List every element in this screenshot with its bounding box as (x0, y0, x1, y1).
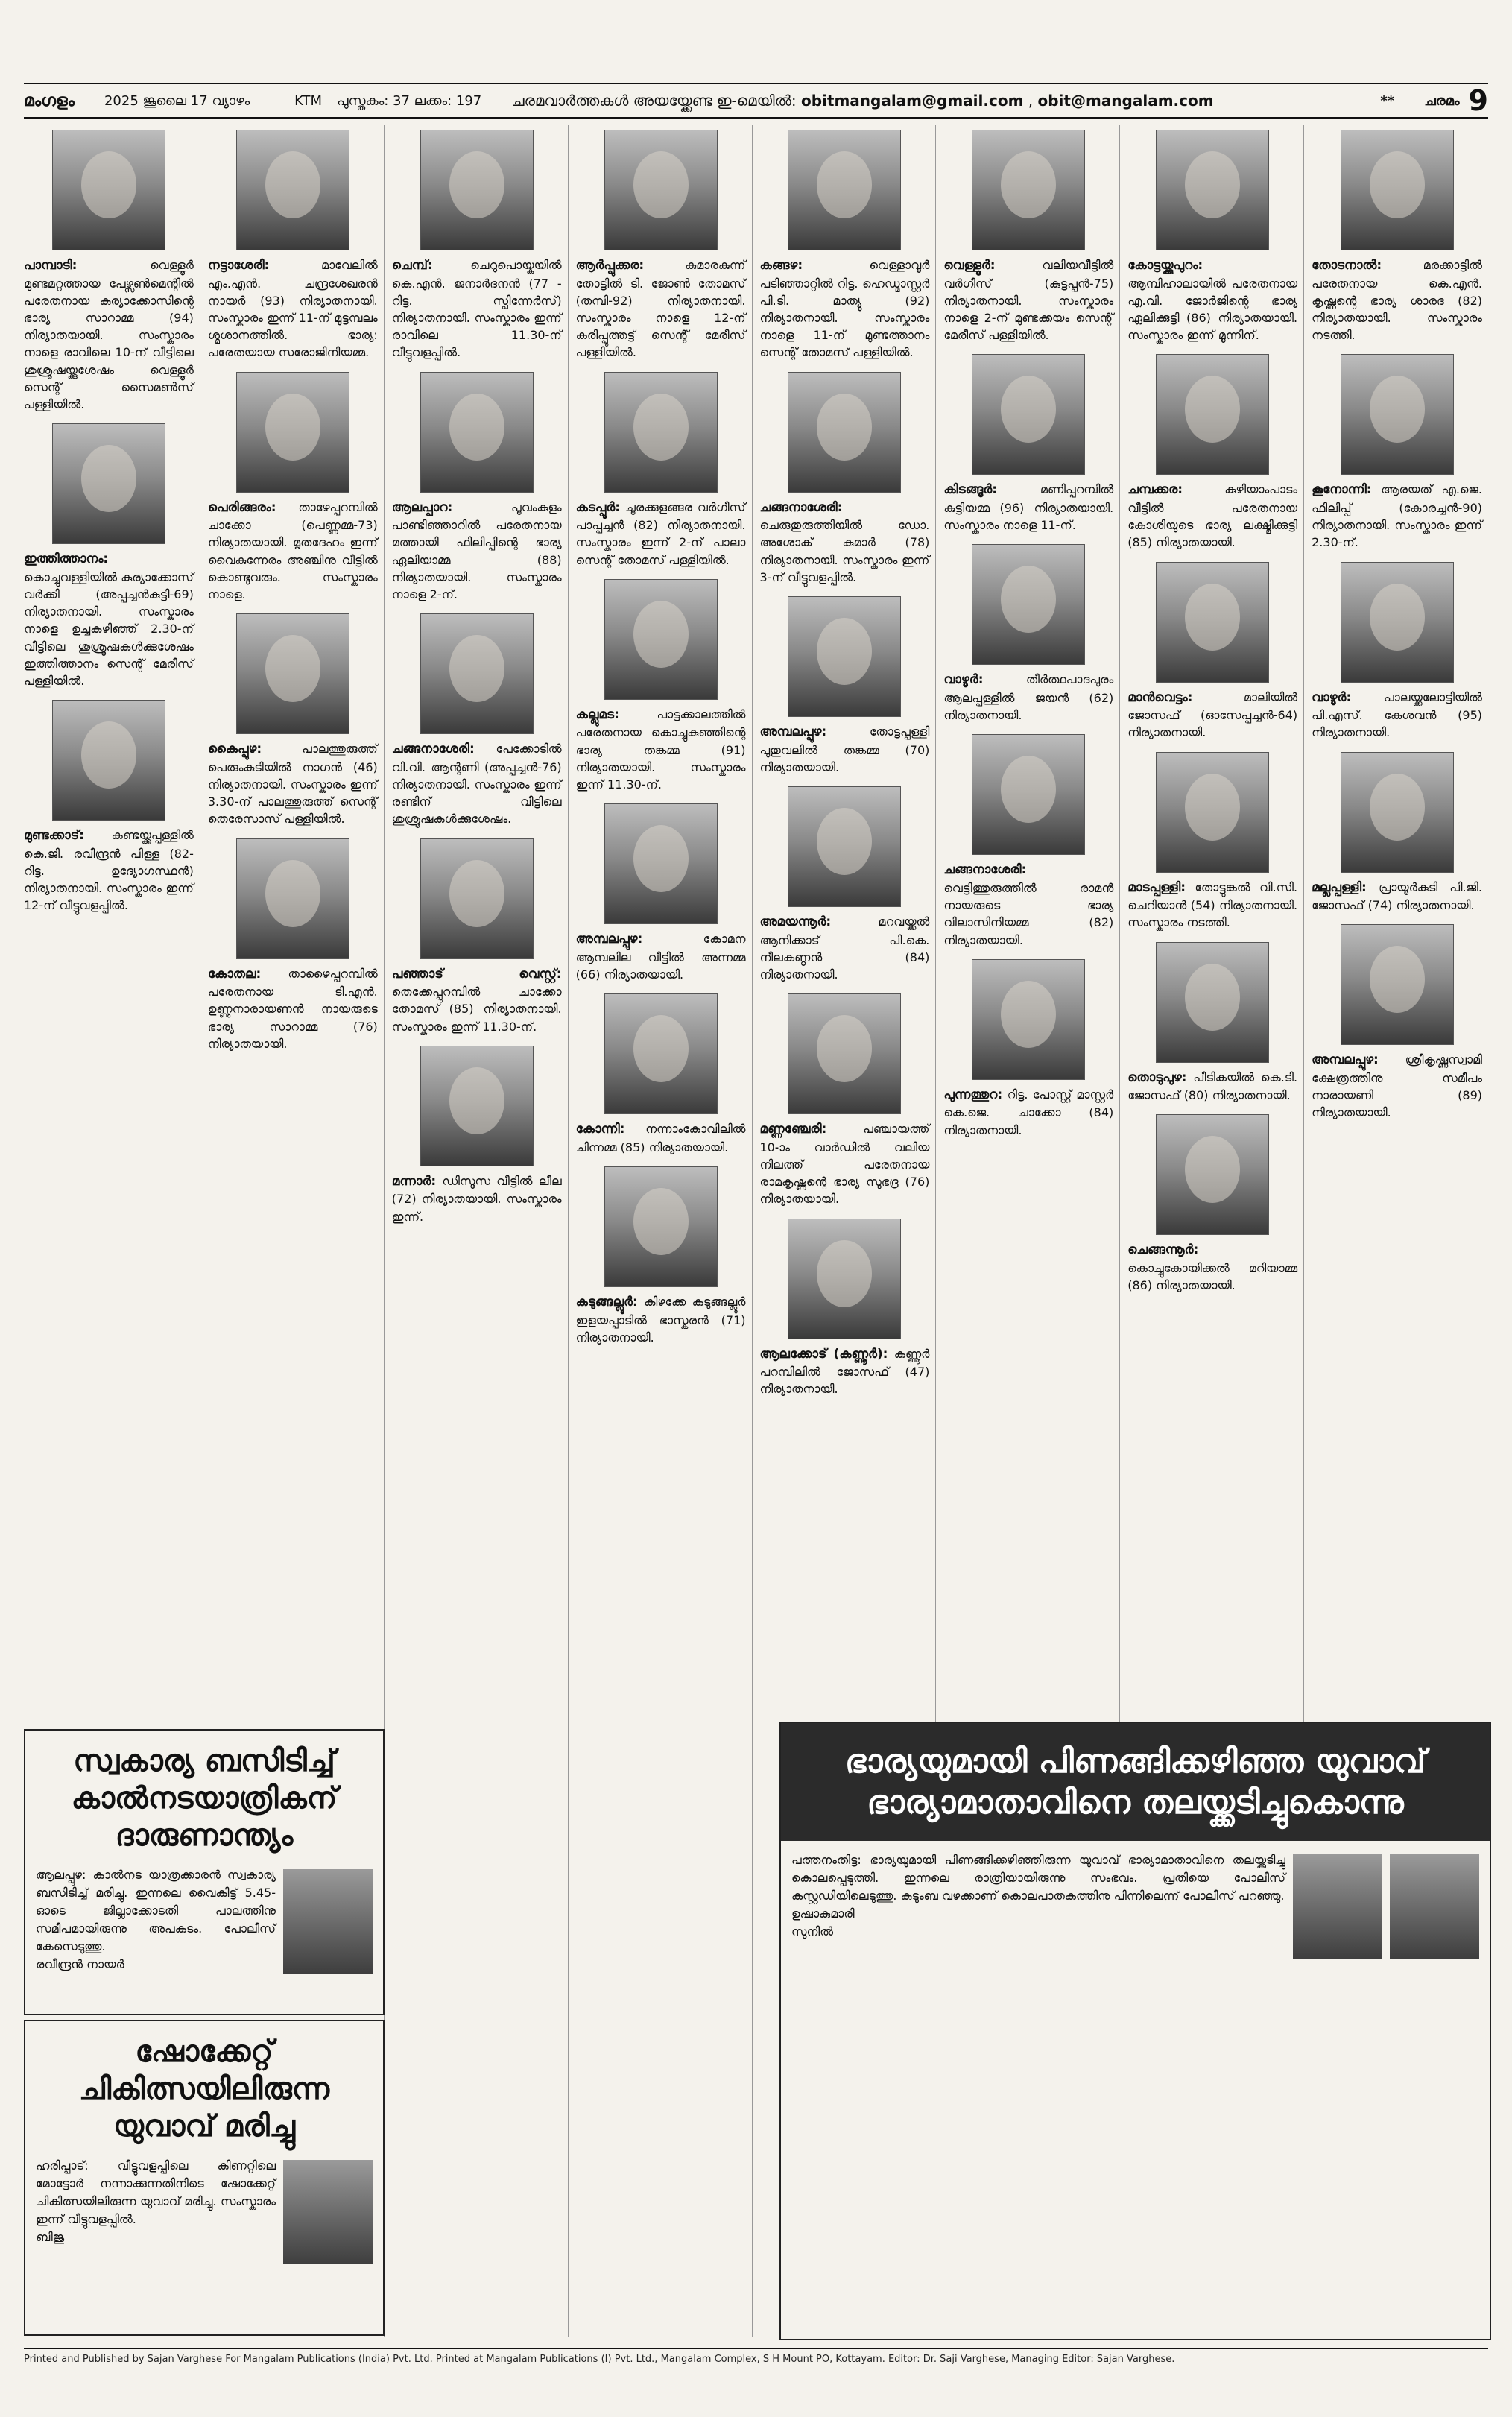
obituary-text: തീർത്ഥപാദപുരം ആലപ്പള്ളിൽ ജയൻ (62) നിര്യാതനായി. (943, 672, 1114, 723)
portrait-photo (972, 130, 1085, 250)
obituary-text: പേക്കോടിൽ വി.വി. ആന്റണി (അപ്പച്ചൻ-76) നിര്യാതനായി. സംസ്കാരം ഇന്ന് രണ്ടിന് വീട്ടിലെ ശുശ്രൂഷകൾക്കുശേഷം. (391, 742, 562, 827)
obituary-entry (943, 130, 1113, 344)
obituary-place: കടപ്പൂർ: (575, 499, 621, 515)
obituary-entry (760, 130, 930, 361)
obituary-place: ചെങ്ങന്നൂർ: (1127, 1242, 1199, 1258)
edition-location: KTM (294, 92, 323, 109)
obituary-text: വലിയവീട്ടിൽ വർഗീസ് (കുട്ടപ്പൻ-75) നിര്യാതനായി. സംസ്കാരം നാളെ 2-ന് മുണ്ടക്കയം സെന്റ് മേരീസ് പള്ളിയിൽ. (943, 258, 1114, 343)
obituary-place: തൊടുപുഴ: (1127, 1070, 1187, 1085)
obituary-place: മുണ്ടക്കാട്: (24, 828, 84, 844)
story-body: ഹരിപ്പാട്: വീട്ടുവളപ്പിലെ കിണറ്റിലെ മോട്ടോർ നന്നാക്കുന്നതിനിടെ ഷോക്കേറ്റ് ചികിത്സയിലിരുന്ന യുവാവ് മരിച്ചു. സംസ്കാരം ഇന്ന് വീട്ടുവളപ്പിൽ. (36, 2158, 276, 2226)
portrait-photo (420, 372, 534, 493)
obituary-entry (392, 838, 562, 1035)
obituary-place: ചങ്ങനാശേരി: (759, 499, 843, 515)
obituary-text: കണ്ടയ്ക്കപ്പള്ളിൽ കെ.ജി. രവീന്ദ്രൻ പിള്ള (82- റിട്ട. ഉദ്യോഗസ്ഥൻ) നിര്യാതനായി. സംസ്കാരം ഇന്ന് 12-ന് വീട്ടുവളപ്പിൽ. (24, 828, 194, 913)
obituary-place: കോന്നി: (575, 1122, 625, 1137)
obituary-entry (1312, 130, 1482, 344)
portrait-photo (788, 130, 901, 250)
obituary-entry (760, 596, 930, 776)
obituary-text: വെള്ളൂർ മുണ്ടമറ്റത്തായ പേഴ്സൺമെന്റിൽ പരേതനായ കുര്യാക്കോസിന്റെ ഭാര്യ സാറാമ്മ (94) നിര്യാതയായി. സംസ്കാരം നാളെ രാവിലെ 10-ന് വീട്ടിലെ ശുശ്രൂഷയ്ക്കുശേഷം വെള്ളൂർ സെന്റ് സൈമൺസ് പള്ളിയിൽ. (24, 258, 194, 411)
obituary-text: കണ്ണൂർ പറമ്പിലിൽ ജോസഫ് (47) നിര്യാതനായി. (759, 1346, 930, 1397)
obituary-text: കൊച്ചുവള്ളിയിൽ കുര്യാക്കോസ് വർക്കി (അപ്പച്ചൻകുട്ടി-69) നിര്യാതനായി. സംസ്കാരം നാളെ ഉച്ചകഴിഞ്ഞ് 2.30-ന് വീട്ടിലെ ശുശ്രൂഷകൾക്കുശേഷം ഇത്തിത്താനം സെന്റ് മേരീസ് പള്ളിയിൽ. (24, 569, 194, 688)
photo-caption: രവീന്ദ്രൻ നായർ (36, 1957, 124, 1971)
portrait-photo (972, 544, 1085, 665)
obituary-text: മണിപ്പറമ്പിൽ കുട്ടിയമ്മ (96) നിര്യാതയായി. സംസ്കാരം നാളെ 11-ന്. (943, 482, 1114, 533)
newspaper-name: മംഗളം (24, 91, 75, 110)
portrait-photo (788, 993, 901, 1114)
column-3 (392, 125, 569, 2337)
portrait-photo (972, 734, 1085, 855)
obituary-place: കൂനോന്നി: (1312, 482, 1372, 498)
obituary-text: വെള്ളാവൂർ പടിഞ്ഞാറ്റിൽ റിട്ട. ഹെഡ്മാസ്റ്റർ പി.ടി. മാത്യു (92) നിര്യാതനായി. സംസ്കാരം നാളെ 11-ന് മുണ്ടത്താനം സെന്റ് തോമസ് പള്ളിയിൽ. (759, 258, 930, 360)
obituary-text: തോട്ടുങ്കൽ വി.സി. ചെറിയാൻ (54) നിര്യാതനായി. സംസ്കാരം നടത്തി. (1127, 879, 1298, 930)
photo-caption: ബിജു (36, 2230, 65, 2244)
portrait-photo (788, 1219, 901, 1339)
obituary-place: ഇത്തിത്താനം: (24, 552, 109, 567)
bus-accident-story (24, 1729, 385, 2015)
obituary-entry (1127, 1114, 1297, 1294)
obituary-entry (576, 993, 746, 1156)
portrait-photo (1341, 130, 1454, 250)
story-headline: സ്വകാര്യ ബസിടിച്ച് കാൽനടയാത്രികന് ദാരുണാന്ത്യം (71, 1744, 338, 1853)
portrait-photo (1156, 942, 1269, 1063)
obituary-text: പാലത്തുരുത്ത് പെരുംകുടിയിൽ നാഗൻ (46) നിര്യാതനായി. സംസ്കാരം ഇന്ന് 3.30-ന് പാലത്തുരുത്ത് സെന്റ് തെരേസാസ് പള്ളിയിൽ. (207, 742, 378, 827)
obituary-place: ചങ്ങനാശേരി: (943, 862, 1027, 878)
obituary-entry (576, 130, 746, 361)
page-number: 9 (1468, 84, 1488, 117)
obituary-text: കിഴക്കേ കടുങ്ങല്ലൂർ ഇളയപ്പാടിൽ ഭാസ്കരൻ (71) നിര്യാതനായി. (575, 1295, 746, 1345)
electric-shock-story (24, 2020, 385, 2336)
obituary-text: തോട്ടപ്പള്ളി പുതുവലിൽ തങ്കമ്മ (70) നിര്യാതയായി. (759, 724, 930, 774)
story-photo (283, 1869, 373, 1974)
obituary-text: പാലയ്ക്കലോട്ടിയിൽ പി.എസ്. കേശവൻ (95) നിര്യാതനായി. (1312, 689, 1482, 740)
obituary-text: ഡിസൂസ വീട്ടിൽ ലീല (72) നിര്യാതയായി. സംസ്കാരം ഇന്ന്. (391, 1173, 562, 1224)
obituary-place: ചമ്പക്കര: (1127, 482, 1183, 498)
obituary-entry (943, 544, 1113, 724)
portrait-photo (604, 1166, 718, 1287)
page-section-name: ചരമം (1424, 92, 1460, 109)
portrait-photo (236, 130, 349, 250)
obituary-place: കല്ലുമട: (575, 707, 619, 722)
portrait-photo (52, 700, 165, 821)
portrait-photo (236, 613, 349, 734)
portrait-photo (1341, 752, 1454, 873)
obituary-entry (392, 372, 562, 604)
story-photo (283, 2160, 373, 2264)
obituary-entry (392, 130, 562, 361)
portrait-photo (972, 959, 1085, 1080)
obituary-text: മാലിയിൽ ജോസഫ് (ഓസേപ്പച്ചൻ-64) നിര്യാതനായി. (1127, 689, 1298, 740)
story-body: പത്തനംതിട്ട: ഭാര്യയുമായി പിണങ്ങിക്കഴിഞ്ഞിരുന്ന യുവാവ് ഭാര്യാമാതാവിനെ തലയ്ക്കടിച്ചു കൊലപ്പെടുത്തി. ഇന്നലെ രാത്രിയായിരുന്നു സംഭവം. പ്രതിയെ പോലീസ് കസ്റ്റഡിയിലെടുത്തു. കുടുംബ വഴക്കാണ് കൊലപാതകത്തിനു പിന്നിലെന്ന് പോലീസ് പറഞ്ഞു. (791, 1853, 1285, 1903)
portrait-photo (604, 372, 718, 493)
obituary-text: ചെരുതുരുത്തിയിൽ ഡോ. അശോക് കുമാർ (78) നിര്യാതനായി. സംസ്കാരം ഇന്ന് 3-ന് വീട്ടുവളപ്പിൽ. (759, 518, 930, 584)
obituary-text: പ്രായൂർകുടി പി.ജി. ജോസഫ് (74) നിര്യാതനായി. (1312, 879, 1482, 913)
portrait-photo (1156, 752, 1269, 873)
obituary-text: റിട്ട. പോസ്റ്റ് മാസ്റ്റർ കെ.ജെ. ചാക്കോ (84) നിര്യാതനായി. (943, 1087, 1114, 1137)
obituary-place: അമ്പലപ്പുഴ: (759, 724, 827, 739)
obituary-entry (943, 959, 1113, 1139)
obituary-place: വാഴൂർ: (1312, 689, 1352, 705)
obituary-text: പൂവംകുളം പാണ്ടിഞ്ഞാറിൽ പരേതനായ മത്തായി ഫിലിപ്പിന്റെ ഭാര്യ ഏലിയാമ്മ (88) നിര്യാതയായി. സംസ്കാരം നാളെ 2-ന്. (391, 499, 562, 601)
obituary-entry (1312, 924, 1482, 1121)
portrait-photo (604, 993, 718, 1114)
portrait-photo (1156, 354, 1269, 475)
obituary-entry (24, 130, 194, 413)
portrait-photo (420, 1046, 534, 1166)
obituary-place: പെരിങ്ങരം: (207, 499, 276, 515)
obituary-place: അമ്പലപ്പുഴ: (1312, 1052, 1379, 1068)
obituary-place: കിടങ്ങൂർ: (943, 482, 998, 498)
obituary-place: പാമ്പാടി: (24, 258, 78, 273)
portrait-photo (788, 372, 901, 493)
photo-caption-victim: ഉഷാകുമാരി (791, 1906, 855, 1921)
obituary-entry (760, 372, 930, 586)
portrait-photo (604, 130, 718, 250)
obituary-entry (208, 372, 378, 604)
obituary-place: കൈപ്പുഴ: (207, 742, 262, 757)
obituary-entry (1312, 354, 1482, 551)
email-address-2[interactable]: obit@mangalam.com (1037, 92, 1214, 110)
obituary-text: മാവേലിൽ എം.എൻ. ചന്ദ്രശേഖരൻ നായർ (93) നിര്യാതനായി. സംസ്കാരം ഇന്ന് 11-ന് മുട്ടമ്പലം ശ്മശാനത്തിൽ. ഭാര്യ: പരേതയായ സരോജിനിയമ്മ. (207, 258, 378, 360)
portrait-photo (788, 596, 901, 717)
obituary-text: മരക്കാട്ടിൽ പരേതനായ കെ.എൻ. കൃഷ്ണന്റെ ഭാര്യ ശാരദ (82) നിര്യാതയായി. സംസ്കാരം നടത്തി. (1312, 258, 1482, 343)
obituary-place: ആർപ്പുക്കര: (575, 258, 645, 273)
obituary-place: മന്നാർ: (391, 1173, 437, 1189)
obituary-text: ചെറുപൊയ്കയിൽ കെ.എൻ. ജനാർദനൻ (77 - റിട്ട. സ്പിന്നേർസ്) നിര്യാതനായി. സംസ്കാരം ഇന്ന് രാവിലെ 11.30-ന് വീട്ടുവളപ്പിൽ. (391, 258, 562, 360)
portrait-photo (1156, 130, 1269, 250)
page-header (24, 83, 1488, 119)
portrait-photo (604, 579, 718, 700)
victim-photo (1390, 1854, 1479, 1959)
obituary-text: കുഴിയാംപാടം വീട്ടിൽ പരേതനായ കോശിയുടെ ഭാര്യ ലക്ഷ്മിക്കുട്ടി (85) നിര്യാതയായി. (1127, 482, 1298, 550)
portrait-photo (1156, 1114, 1269, 1235)
obituary-text: പാട്ടക്കാലത്തിൽ പരേതനായ കൊച്ചുകുഞ്ഞിന്റെ ഭാര്യ തങ്കമ്മ (91) നിര്യാതയായി. സംസ്കാരം ഇന്ന് 11.30-ന്. (575, 707, 746, 792)
main-news-story (779, 1722, 1491, 2340)
obituary-place: മാൻവെട്ടം: (1127, 689, 1193, 705)
portrait-photo (604, 803, 718, 924)
obituary-place: അമയന്നൂർ: (759, 914, 832, 929)
obituary-entry (392, 1046, 562, 1225)
obituary-place: ചങ്ങനാശേരി: (391, 742, 475, 757)
accused-photo (1293, 1854, 1382, 1959)
obituary-entry (760, 786, 930, 983)
obituary-text: കോമന ആമ്പലില വീട്ടിൽ അന്നമ്മ (66) നിര്യാതയായി. (575, 932, 746, 982)
obituary-entry (1127, 130, 1297, 344)
obituary-text: പഞ്ചായത്ത് 10-ാം വാർഡിൽ വലിയ നിലത്ത് പരേതനായ രാമകൃഷ്ണന്റെ ഭാര്യ സുഭദ്ര (76) നിര്യാതയായി. (759, 1122, 930, 1207)
portrait-photo (52, 130, 165, 250)
portrait-photo (1156, 562, 1269, 683)
obituary-entry (760, 993, 930, 1207)
obituary-entry (1127, 752, 1297, 932)
edition-stars: ** (1380, 92, 1395, 109)
obituary-entry (1127, 562, 1297, 742)
obituary-entry (576, 803, 746, 983)
obituary-place: വെള്ളൂർ: (943, 258, 996, 273)
obituary-place: നട്ടാശേരി: (207, 258, 270, 273)
obituary-place: മല്ലപ്പള്ളി: (1312, 879, 1367, 895)
obituary-text: തെക്കേപ്പുറമ്പിൽ ചാക്കോ തോമസ് (85) നിര്യാതനായി. സംസ്കാരം ഇന്ന് 11.30-ന്. (391, 985, 562, 1034)
obituary-place: വാഴൂർ: (943, 672, 984, 688)
obituary-place: ചെമ്പ്: (391, 258, 433, 273)
obituary-text: വെട്ടിത്തുരുത്തിൽ രാമൻ നായരുടെ ഭാര്യ വിലാസിനിയമ്മ (82) നിര്യാതയായി. (943, 881, 1114, 947)
obituary-text: പീടികയിൽ കെ.ടി. ജോസഫ് (80) നിര്യാതനായി. (1127, 1070, 1298, 1103)
portrait-photo (1341, 562, 1454, 683)
obituary-entry (208, 838, 378, 1052)
portrait-photo (420, 130, 534, 250)
obituary-text: താഴൈപ്പറമ്പിൽ പരേതനായ ടി.എൻ. ഉണ്ണുനാരായണൻ നായരുടെ ഭാര്യ സാറാമ്മ (76) നിര്യാതയായി. (207, 966, 378, 1051)
obituary-entry (1127, 354, 1297, 551)
issue-date: 2025 ജൂലൈ 17 വ്യാഴം (104, 92, 250, 109)
email-address-1[interactable]: obitmangalam@gmail.com (800, 92, 1024, 110)
obituary-entry (943, 354, 1113, 534)
obituary-entry (1312, 562, 1482, 742)
portrait-photo (1341, 354, 1454, 475)
obituary-text: കൊച്ചുകോയിക്കൽ മറിയാമ്മ (86) നിര്യാതയായി. (1127, 1261, 1298, 1293)
obituary-place: തോടനാൽ: (1312, 258, 1382, 273)
portrait-photo (420, 613, 534, 734)
obituary-place: പഞ്ഞാട് വെസ്റ്റ്: (391, 966, 562, 982)
main-story-headline: ഭാര്യയുമായി പിണങ്ങിക്കഴിഞ്ഞ യുവാവ് ഭാര്യാമാതാവിനെ തലയ്ക്കടിച്ചുകൊന്നു (781, 1723, 1490, 1841)
obituary-entry (1127, 942, 1297, 1105)
volume-issue: പുസ്തകം: 37 ലക്കം: 197 (337, 92, 482, 109)
obituary-place: പുന്നത്തുറ: (943, 1087, 1003, 1102)
portrait-photo (236, 372, 349, 493)
obituary-place: മാടപ്പള്ളി: (1127, 879, 1186, 895)
portrait-photo (420, 838, 534, 959)
portrait-photo (52, 423, 165, 544)
obituary-place: ആലക്കോട് (കണ്ണൂർ): (759, 1346, 888, 1362)
portrait-photo (788, 786, 901, 907)
story-headline: ഷോക്കേറ്റ് ചികിത്സയിലിരുന്ന യുവാവ് മരിച്ചു (78, 2035, 330, 2143)
obituary-place: കോതല: (207, 966, 262, 982)
obituary-place: കടുങ്ങല്ലൂർ: (575, 1295, 638, 1310)
obituary-email-line (511, 92, 1350, 110)
obituary-text: ആമ്പിഹാലായിൽ പരേതനായ എ.വി. ജോർജിന്റെ ഭാര്യ ഏലിക്കുട്ടി (86) നിര്യാതയായി. സംസ്കാരം ഇന്ന് മൂന്നിന്. (1127, 276, 1298, 343)
obituary-entry (943, 734, 1113, 948)
obituary-place: അമ്പലപ്പുഴ: (575, 932, 643, 947)
obituary-entry (576, 1166, 746, 1346)
obituary-entry (576, 579, 746, 793)
obituary-text: താഴേപ്പറമ്പിൽ ചാക്കോ (പെണ്ണമ്മ-73) നിര്യാതയായി. മൃതദേഹം ഇന്ന് വൈകുന്നേരം അഞ്ചിനു വീട്ടിൽ കൊണ്ടുവരും. സംസ്കാരം നാളെ. (207, 499, 378, 601)
column-4 (576, 125, 753, 2337)
portrait-photo (1341, 924, 1454, 1045)
obituary-place: ആലപ്പാറ: (391, 499, 453, 515)
obituary-entry (24, 423, 194, 689)
obituary-entry (208, 130, 378, 361)
obituary-entry (24, 700, 194, 914)
portrait-photo (972, 354, 1085, 475)
obituary-text: മറവയ്ക്കൽ ആനിക്കാട് പി.കെ. നീലകണ്ഠൻ (84) നിര്യാതനായി. (759, 914, 930, 982)
story-body: ആലപ്പുഴ: കാൽനട യാത്രക്കാരൻ സ്വകാര്യ ബസിടിച്ച് മരിച്ചു. ഇന്നലെ വൈകിട്ട് 5.45-ഓടെ ജില്ലാക്കോടതി പാലത്തിനു സമീപമായിരുന്നു അപകടം. പോലീസ് കേസെടുത്തു. (36, 1868, 276, 1953)
photo-caption-accused: സുനിൽ (791, 1924, 834, 1939)
obituary-text: ചൂരക്കുളങ്ങര വർഗീസ് പാപ്പച്ചൻ (82) നിര്യാതനായി. സംസ്കാരം ഇന്ന് 2-ന് പാലാ സെന്റ് തോമസ് പള്ളിയിൽ. (575, 499, 746, 567)
obituary-entry (576, 372, 746, 569)
obituary-place: കങ്ങഴ: (759, 258, 803, 273)
email-separator: , (1028, 92, 1034, 110)
obituary-entry (392, 613, 562, 827)
obituary-text: ശ്രീകൃഷ്ണസ്വാമി ക്ഷേത്രത്തിനു സമീപം നാരായണി (89) നിര്യാതയായി. (1312, 1052, 1482, 1120)
imprint-footer: Printed and Published by Sajan Varghese For Mangalam Publications (India) Pvt. Ltd. Printed at Mangalam Publications (I) Pvt. Ltd., Mangalam Complex, S H Mount PO, Kottayam. Editor: Dr. Saji Varghese, Managing Editor: Sajan Varghese. (24, 2348, 1488, 2365)
obituary-entry (1312, 752, 1482, 914)
obituary-text: ആരയത് എ.ജെ. ഫിലിപ്പ് (കോരച്ചൻ-90) നിര്യാതനായി. സംസ്കാരം ഇന്ന് 2.30-ന്. (1312, 482, 1482, 550)
portrait-photo (236, 838, 349, 959)
obituary-text: കുമാരകുന്ന് തോട്ടിൽ ടി. ജോൺ തോമസ് (തമ്പി-92) നിര്യാതനായി. സംസ്കാരം നാളെ 12-ന് കരിപ്പൂത്തട്ട് സെന്റ് മേരീസ് പള്ളിയിൽ. (575, 258, 746, 360)
obituary-entry (208, 613, 378, 827)
obituary-place: മണ്ണഞ്ചേരി: (759, 1122, 827, 1137)
obituary-entry (760, 1219, 930, 1398)
obituary-text: നന്നാംകോവിലിൽ ചിന്നമ്മ (85) നിര്യാതയായി. (575, 1122, 746, 1154)
email-label: ചരമവാർത്തകൾ അയയ്ക്കേണ്ട ഇ-മെയിൽ: (511, 92, 797, 110)
obituary-place: കോട്ടയ്ക്കുപുറം: (1127, 258, 1203, 273)
